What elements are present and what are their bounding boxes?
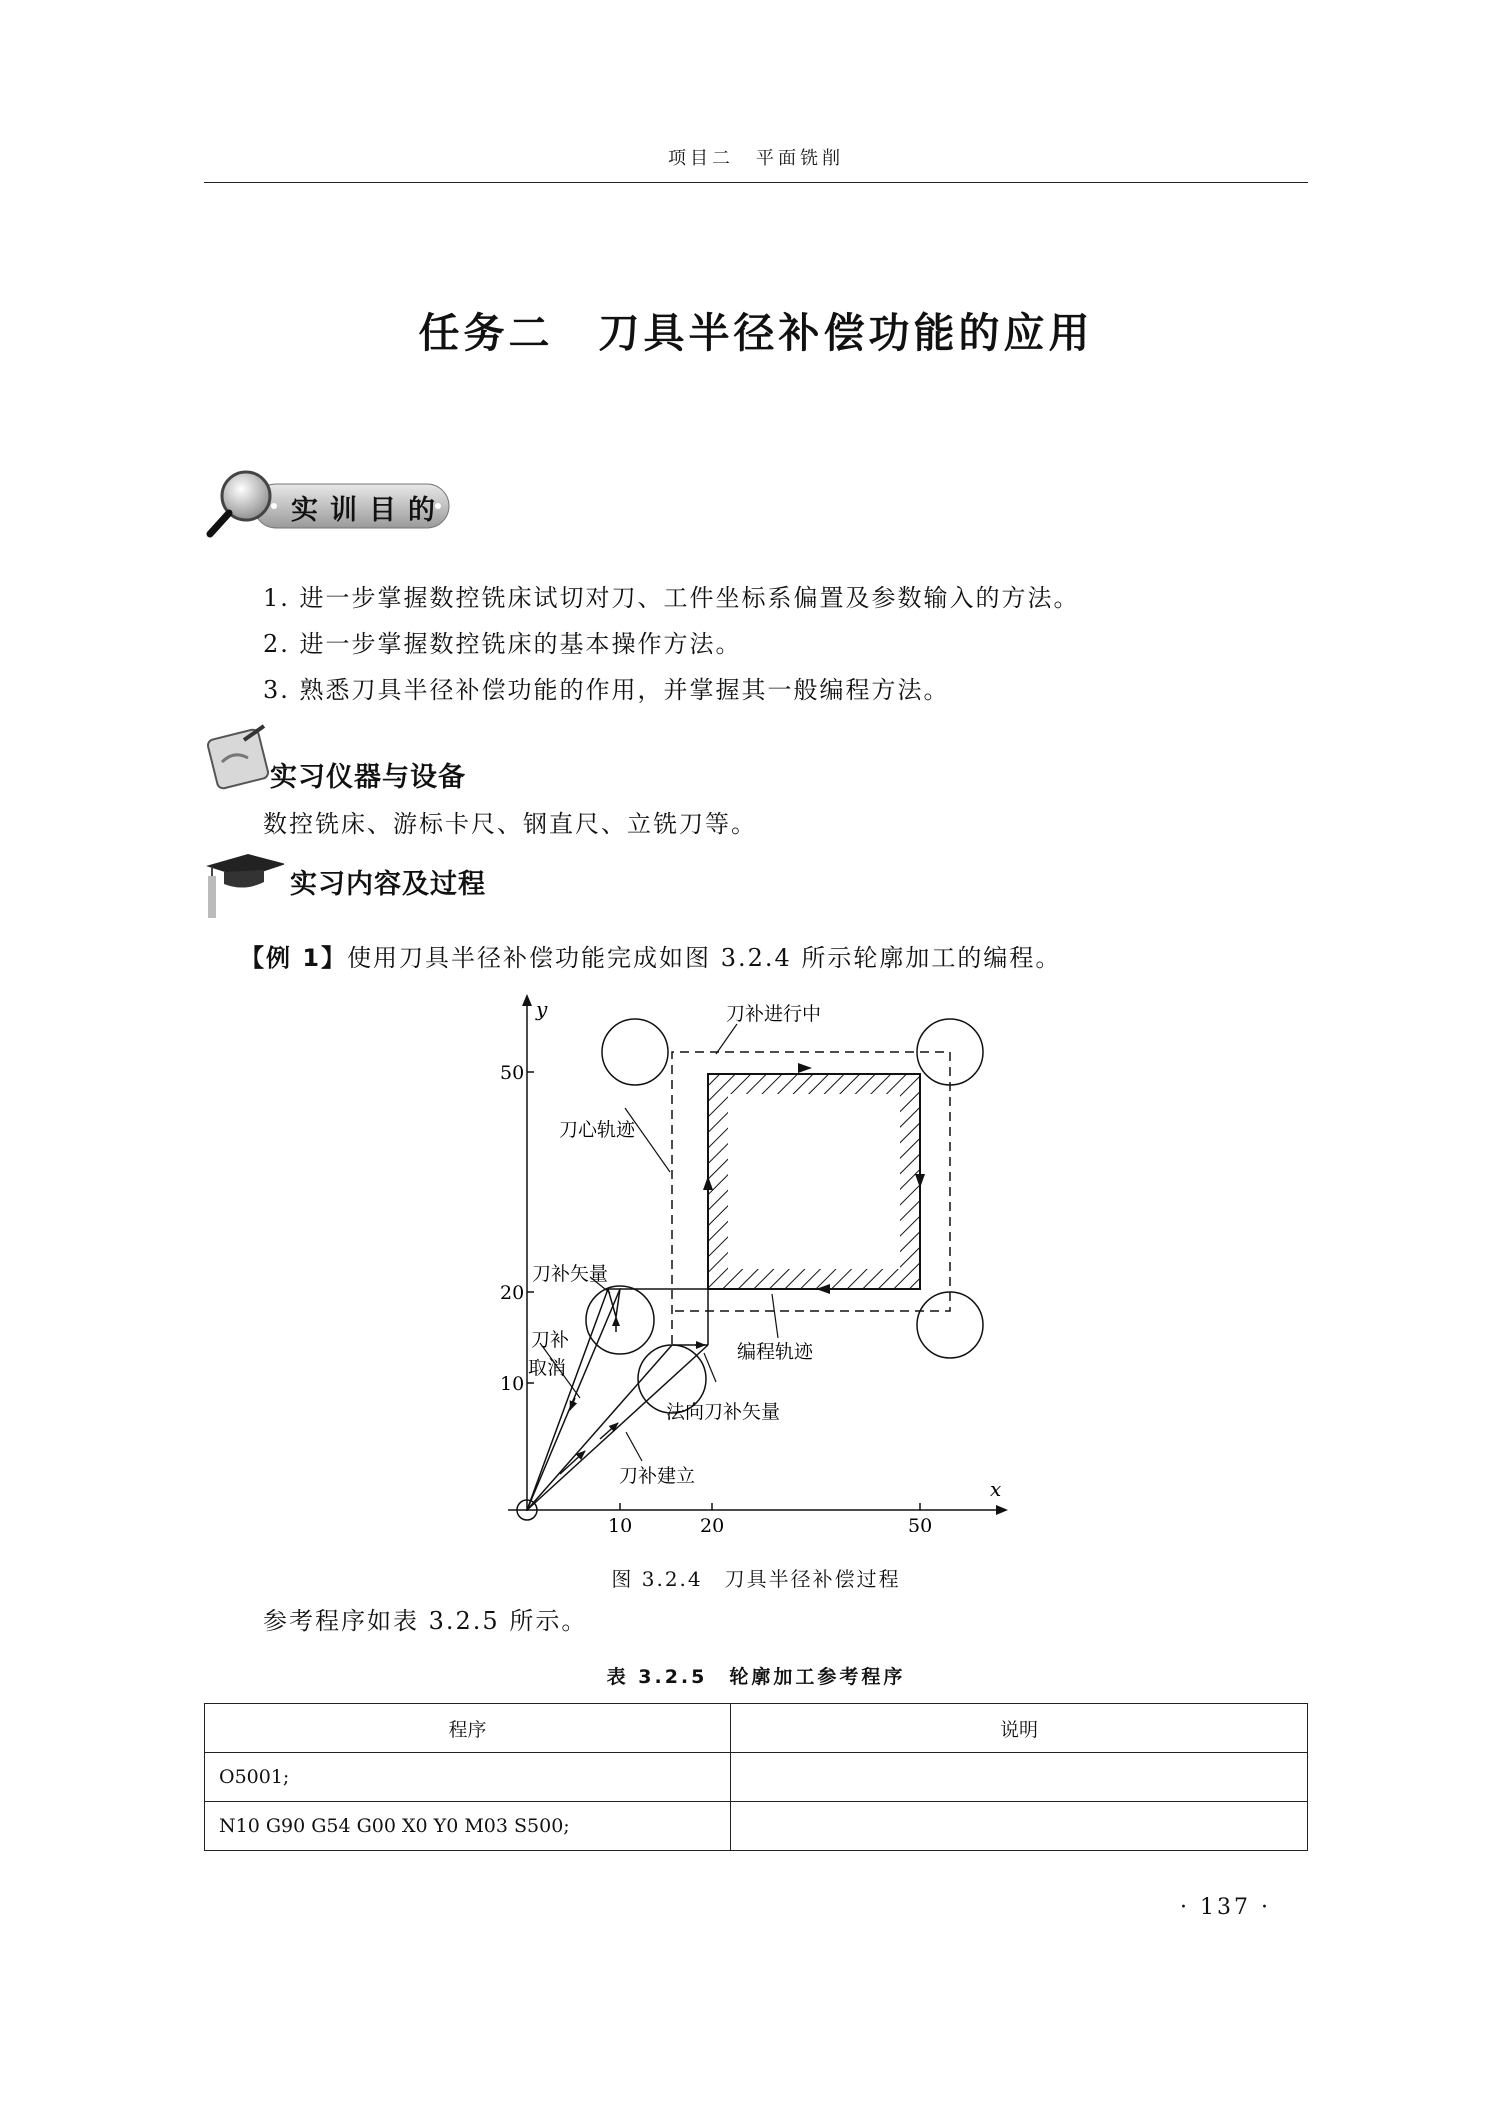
compensation-figure [490,992,1010,1532]
table-row [205,1802,1308,1851]
objectives-banner [204,466,454,546]
label-program-path: 编程轨迹 [737,1341,814,1363]
equipment-heading: 实习仪器与设备 [270,762,466,793]
running-header: 项目二 平面铣削 [668,148,844,169]
example-text: 使用刀具半径补偿功能完成如图 3.2.4 所示轮廓加工的编程。 [347,944,1062,972]
process-banner [204,846,504,926]
label-cancel: 取消 [528,1357,567,1379]
label-establish: 刀补建立 [619,1465,696,1487]
graduation-cap-icon [204,846,284,926]
cutter-circle [917,1292,983,1358]
table-header-cell: 说明 [731,1704,1308,1753]
y-tick-20: 20 [500,1282,525,1304]
page-title: 任务二 刀具半径补偿功能的应用 [418,309,1094,357]
table-title: 表 3.2.5 轮廓加工参考程序 [606,1666,906,1688]
table-header-cell: 程序 [205,1704,731,1753]
x-tick-50: 50 [908,1515,933,1532]
cutter-circle [602,1019,668,1085]
label-cancel: 刀补 [531,1329,570,1351]
x-axis-label: x [990,1477,1002,1501]
equipment-text: 数控铣床、游标卡尺、钢直尺、立铣刀等。 [263,810,757,838]
table-cell: O5001; [205,1753,731,1802]
table-cell: N10 G90 G54 G00 X0 Y0 M03 S500; [205,1802,731,1851]
y-tick-10: 10 [500,1373,525,1395]
table-cell [731,1753,1308,1802]
label-in-progress: 刀补进行中 [726,1003,822,1025]
example-label: 【例 1】 [240,944,348,972]
reference-text: 参考程序如表 3.2.5 所示。 [263,1607,588,1635]
header-rule [204,182,1308,183]
y-tick-50: 50 [500,1062,525,1084]
process-heading: 实习内容及过程 [290,869,486,900]
reference-program-table [204,1703,1308,1851]
x-tick-10: 10 [608,1515,633,1532]
table-cell [731,1802,1308,1851]
objectives-heading: 实训目的 [291,495,447,526]
table-header-row [205,1704,1308,1753]
compensation-diagram [490,992,1010,1532]
label-vector: 刀补矢量 [532,1263,609,1285]
figure-caption: 图 3.2.4 刀具半径补偿过程 [611,1567,901,1591]
equipment-banner [204,720,524,800]
label-normal-vector: 法向刀补矢量 [666,1401,781,1423]
x-tick-20: 20 [700,1515,725,1532]
objective-item: 1. 进一步掌握数控铣床试切对刀、工件坐标系偏置及参数输入的方法。 [263,584,1080,612]
objective-item: 3. 熟悉刀具半径补偿功能的作用，并掌握其一般编程方法。 [263,676,950,704]
table-row [205,1753,1308,1802]
label-center-path: 刀心轨迹 [559,1119,636,1141]
y-axis-label: y [536,997,548,1021]
example-line [240,938,1061,973]
page-number: · 137 · [1180,1895,1271,1920]
objective-item: 2. 进一步掌握数控铣床的基本操作方法。 [263,630,742,658]
